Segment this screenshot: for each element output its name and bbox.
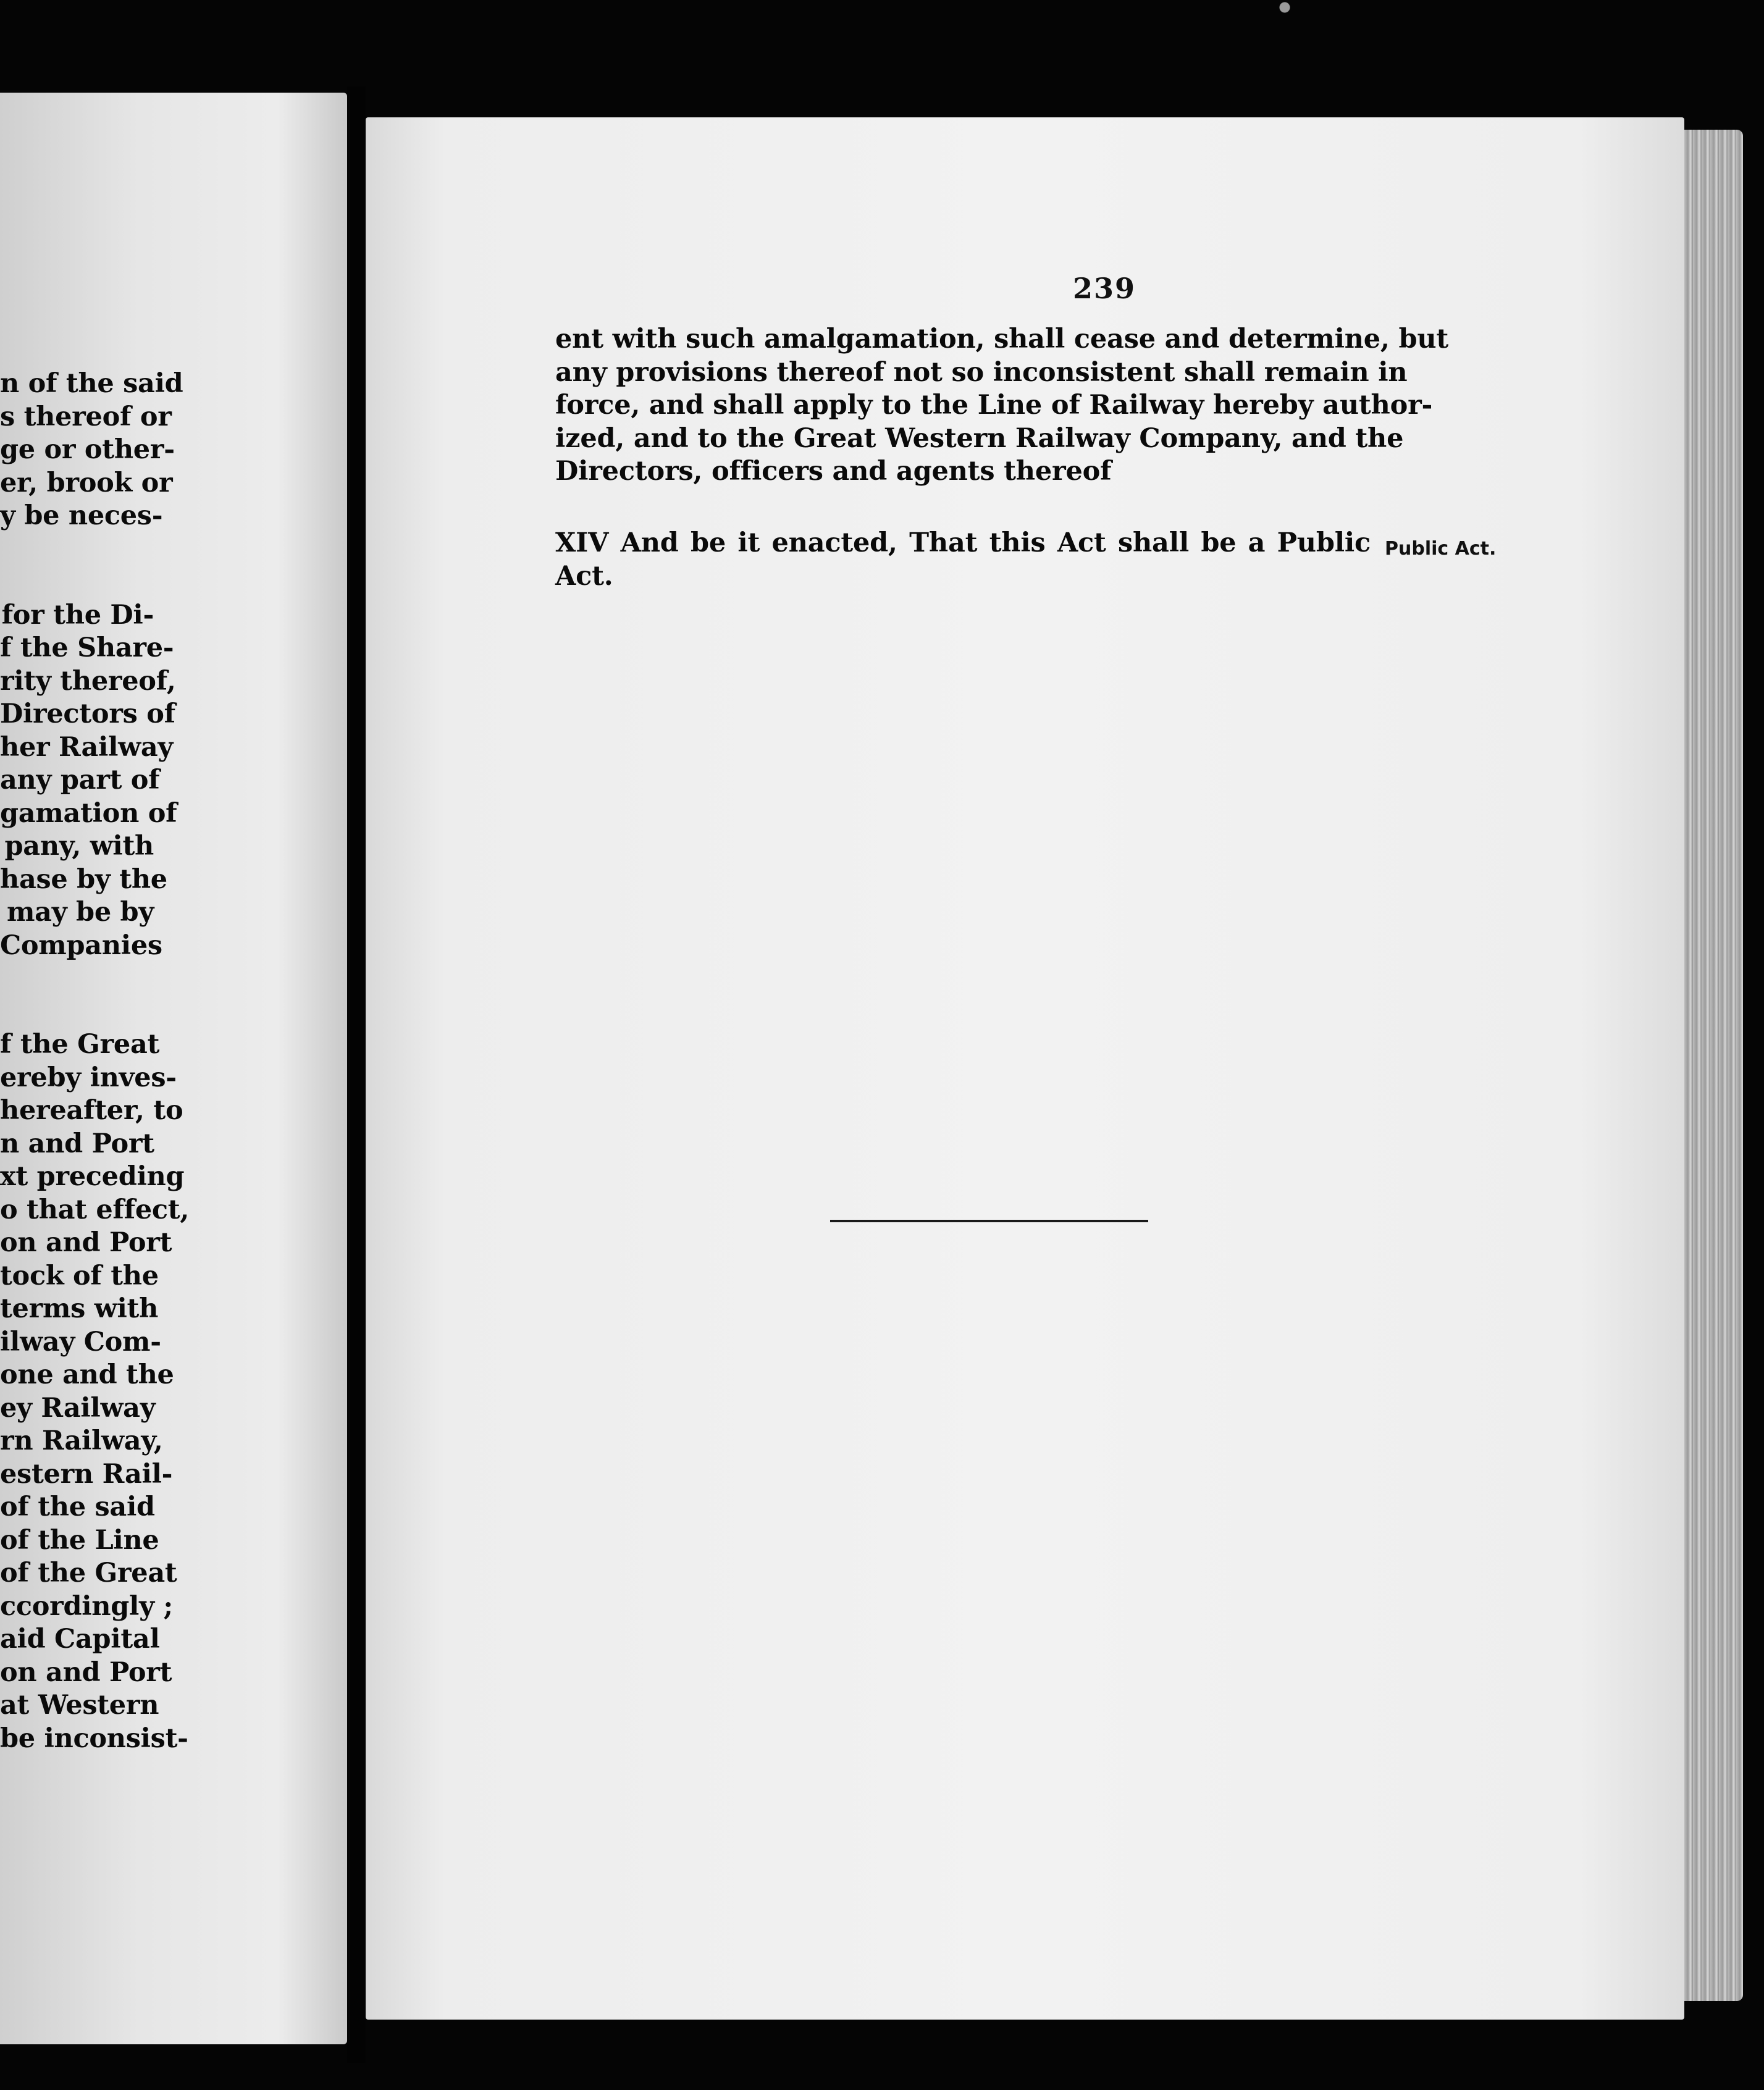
text-line: terms with bbox=[0, 1293, 159, 1324]
text-line: may be by bbox=[6, 897, 154, 928]
text-line: her Railway bbox=[0, 731, 174, 763]
text-line: on and Port bbox=[0, 1227, 172, 1258]
text-line: tock of the bbox=[0, 1260, 159, 1291]
text-line: n of the said bbox=[0, 368, 183, 399]
text-line: at Western bbox=[0, 1690, 159, 1721]
text-line: any provisions thereof not so inconsistent shall remain in bbox=[555, 356, 1408, 388]
text-line: of the Line bbox=[0, 1524, 159, 1556]
text-line: o that effect, bbox=[0, 1194, 189, 1225]
text-line: ccordingly ; bbox=[0, 1590, 173, 1622]
left-page bbox=[0, 93, 347, 2044]
text-line: of the Great bbox=[0, 1558, 177, 1588]
text-line: er, brook or bbox=[0, 467, 173, 498]
text-line: s thereof or bbox=[0, 401, 172, 432]
show-through-text bbox=[545, 735, 1459, 1908]
page-edges bbox=[1684, 130, 1743, 2001]
text-line: hase by the bbox=[0, 863, 167, 895]
text-line: xt preceding bbox=[0, 1161, 185, 1192]
page-number: 239 bbox=[1072, 272, 1136, 305]
text-line: for the Di- bbox=[1, 599, 154, 631]
text-line: Companies bbox=[0, 930, 162, 961]
text-line: f the Great bbox=[0, 1029, 160, 1060]
text-line: ized, and to the Great Western Railway Company, and the bbox=[555, 422, 1404, 454]
text-line: f the Share- bbox=[0, 632, 174, 663]
text-line: pany, with bbox=[4, 831, 154, 862]
text-line: one and the bbox=[0, 1359, 174, 1390]
text-line: n and Port bbox=[0, 1128, 154, 1159]
text-line: Act. bbox=[555, 560, 613, 592]
text-line: aid Capital bbox=[0, 1624, 160, 1655]
left-page-text-column bbox=[0, 367, 189, 1755]
end-of-act-rule bbox=[830, 1220, 1148, 1222]
text-line: estern Rail- bbox=[0, 1458, 173, 1490]
text-line: XIV And be it enacted, That this Act shall be a Public bbox=[555, 527, 1371, 558]
text-line: on and Port bbox=[0, 1656, 172, 1688]
text-line: hereafter, to bbox=[0, 1095, 183, 1126]
text-line: rn Railway, bbox=[0, 1425, 163, 1456]
text-line: rity thereof, bbox=[0, 665, 176, 697]
scanner-speck bbox=[1266, 0, 1303, 25]
text-line: y be neces- bbox=[0, 500, 163, 531]
text-line: ge or other- bbox=[0, 434, 175, 465]
text-line: Directors, officers and agents thereof bbox=[555, 456, 1112, 487]
text-line: gamation of bbox=[0, 797, 177, 829]
right-page bbox=[366, 117, 1684, 2020]
text-line: ereby inves- bbox=[0, 1062, 177, 1093]
margin-note-public-act: Public Act. bbox=[1385, 538, 1497, 560]
text-line: of the said bbox=[0, 1492, 155, 1522]
text-line: ent with such amalgamation, shall cease and determine, but bbox=[555, 324, 1449, 355]
section-xiv bbox=[555, 527, 1371, 593]
text-line: be inconsist- bbox=[0, 1723, 188, 1754]
text-line: force, and shall apply to the Line of Railway hereby author- bbox=[555, 390, 1433, 421]
text-line: ilway Com- bbox=[0, 1326, 161, 1358]
paragraph-continuation bbox=[555, 323, 1449, 489]
text-line: ey Railway bbox=[0, 1392, 156, 1424]
book-gutter bbox=[347, 86, 366, 2063]
text-line: Directors of bbox=[0, 699, 175, 729]
text-line: any part of bbox=[0, 765, 160, 795]
